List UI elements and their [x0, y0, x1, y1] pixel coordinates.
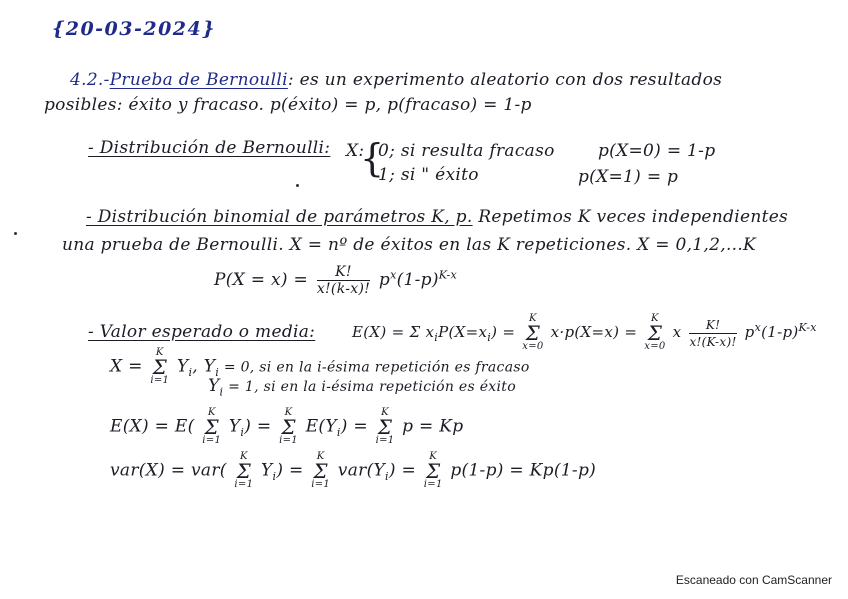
yi-line1: , Y: [192, 356, 216, 377]
sum-bottom: i=1: [311, 479, 331, 490]
expected-fraction-num: K!: [689, 317, 736, 334]
binomial-fraction: [317, 264, 370, 297]
e-line-d: E(Y: [305, 416, 337, 437]
sigma-icon: Σ: [425, 459, 441, 483]
sum-operator: [202, 408, 221, 446]
yi-line2: Y: [208, 376, 220, 396]
sum-operator: [234, 452, 253, 490]
section-heading: [70, 70, 722, 90]
sigma-icon: Σ: [525, 321, 541, 345]
sum-operator: [279, 408, 298, 446]
binomial-formula-mid: (1-p): [396, 270, 439, 290]
expected-eq1-sub: i: [434, 331, 439, 344]
expected-fraction: [689, 317, 736, 350]
binomial-formula-lhs: P(X = x) =: [214, 270, 309, 290]
expected-eq3: p: [744, 323, 755, 341]
yi-line1b: = 0, si en la i-ésima repetición es fracaso: [219, 359, 530, 376]
var-line-e: ) =: [388, 460, 417, 481]
date-header: {20-03-2024}: [52, 18, 216, 40]
x-def-tail: Y: [176, 356, 189, 377]
expected-eq1c: ) =: [491, 323, 516, 341]
sigma-icon: Σ: [647, 321, 663, 345]
binomial-row1: [86, 207, 788, 227]
sum-top: K: [239, 451, 248, 462]
sum-bottom: i=1: [150, 375, 170, 386]
bernoulli-case1: 1; si " éxito: [378, 165, 479, 185]
expected-eq1b: P(X=x: [438, 323, 488, 341]
var-line-f: p(1-p) = Kp(1-p): [450, 460, 597, 481]
expected-label-row: [88, 322, 315, 342]
e-line-b: Y: [228, 416, 241, 437]
x-def-lhs: X =: [110, 356, 143, 377]
sum-operator: [424, 452, 443, 490]
expected-formula: [352, 314, 817, 352]
sum-operator: [522, 314, 543, 352]
expected-eq1: E(X) = Σ x: [352, 323, 435, 341]
ink-dot: [14, 232, 17, 235]
ink-dot: [296, 184, 299, 187]
bernoulli-dist-label: - Distribución de Bernoulli:: [88, 138, 331, 158]
expected-eq3-exp: x: [754, 321, 762, 334]
bernoulli-dist-row1: [88, 138, 330, 158]
scanner-watermark: Escaneado con CamScanner: [675, 573, 832, 587]
var-line: var(X) = var(: [110, 460, 227, 481]
e-line-b-sub: i: [240, 425, 245, 439]
sum-bottom: x=0: [522, 341, 544, 352]
yi-line2-row: [208, 376, 516, 398]
sum-bottom: i=1: [423, 479, 443, 490]
yi-line2b: = 1, si en la i-ésima repetición es éxito: [223, 379, 516, 395]
expected-eq3-exp2: K-x: [798, 321, 817, 334]
yi-line1-sub: i: [215, 365, 220, 379]
section-title: Prueba de Bernoulli: [109, 70, 288, 90]
var-line-b: Y: [260, 460, 273, 481]
binomial-text-line2: una prueba de Bernoulli. X = nº de éxitos en las K repeticiones. X = 0,1,2,...K: [62, 235, 757, 255]
sum-bottom: i=1: [202, 435, 222, 446]
sigma-icon: Σ: [152, 355, 168, 379]
sigma-icon: Σ: [313, 459, 328, 483]
e-line-e: ) =: [340, 416, 368, 437]
binomial-fraction-num: K!: [317, 264, 370, 281]
expected-x: x: [672, 323, 682, 341]
sum-bottom: x=0: [644, 341, 666, 352]
sum-top: K: [381, 407, 389, 418]
bernoulli-var: X:: [346, 141, 365, 161]
sum-bottom: i=1: [279, 435, 298, 446]
variance-line: [110, 452, 596, 490]
sum-top: K: [316, 451, 325, 462]
sum-operator: [150, 348, 169, 386]
sum-operator: [311, 452, 330, 490]
expected-eq1b-sub: i: [487, 331, 492, 344]
bernoulli-case0: 0; si resulta fracaso: [378, 141, 555, 161]
sum-top: K: [429, 451, 438, 462]
x-def-sub: i: [188, 365, 193, 379]
e-line-f: p = Kp: [402, 416, 464, 437]
e-line-d-sub: i: [336, 425, 341, 439]
binomial-label: - Distribución binomial de parámetros K, p.: [86, 207, 473, 227]
bernoulli-case1-prob: p(X=1) = p: [578, 167, 679, 187]
expected-eq3b: (1-p): [761, 323, 799, 341]
section-text-line2: posibles: éxito y fracaso. p(éxito) = p, p(fracaso) = 1-p: [44, 95, 532, 115]
binomial-formula-exp1: x: [390, 268, 397, 282]
var-line-c: ) =: [276, 460, 304, 481]
e-line-c: ) =: [244, 416, 272, 437]
sum-top: K: [529, 313, 537, 324]
binomial-formula-p: p: [378, 270, 391, 290]
expected-label: - Valor esperado o media:: [88, 322, 316, 342]
sum-top: K: [207, 407, 216, 418]
var-line-d-sub: i: [385, 469, 389, 483]
sum-top: K: [155, 347, 164, 358]
sum-operator: [644, 314, 665, 352]
expected-eq2: x·p(X=x) =: [550, 323, 638, 341]
sum-bottom: i=1: [234, 479, 254, 490]
binomial-formula-exp2: K-x: [438, 268, 458, 282]
binomial-text-line1: Repetimos K veces independientes: [472, 207, 789, 227]
yi-line2-sub: i: [219, 385, 224, 399]
sum-operator: [376, 408, 395, 446]
sigma-icon: Σ: [204, 415, 219, 439]
bernoulli-case0-prob: p(X=0) = 1-p: [598, 141, 716, 161]
binomial-fraction-den: x!(k-x)!: [316, 281, 371, 297]
sigma-icon: Σ: [281, 415, 296, 439]
section-text-line1: : es un experimento aleatorio con dos resultados: [287, 70, 723, 90]
var-line-d: var(Y: [337, 460, 386, 481]
sum-top: K: [651, 313, 659, 324]
binomial-formula: [214, 264, 457, 297]
sigma-icon: Σ: [377, 415, 393, 439]
var-line-b-sub: i: [272, 469, 277, 483]
brace-symbol: {: [360, 136, 385, 180]
section-number: 4.2.-: [70, 70, 110, 90]
sum-bottom: i=1: [375, 435, 395, 446]
expectation-line: [110, 408, 463, 446]
sigma-icon: Σ: [236, 459, 252, 483]
expected-fraction-den: x!(K-x)!: [689, 334, 737, 349]
sum-top: K: [284, 407, 293, 418]
e-line: E(X) = E(: [110, 416, 195, 437]
